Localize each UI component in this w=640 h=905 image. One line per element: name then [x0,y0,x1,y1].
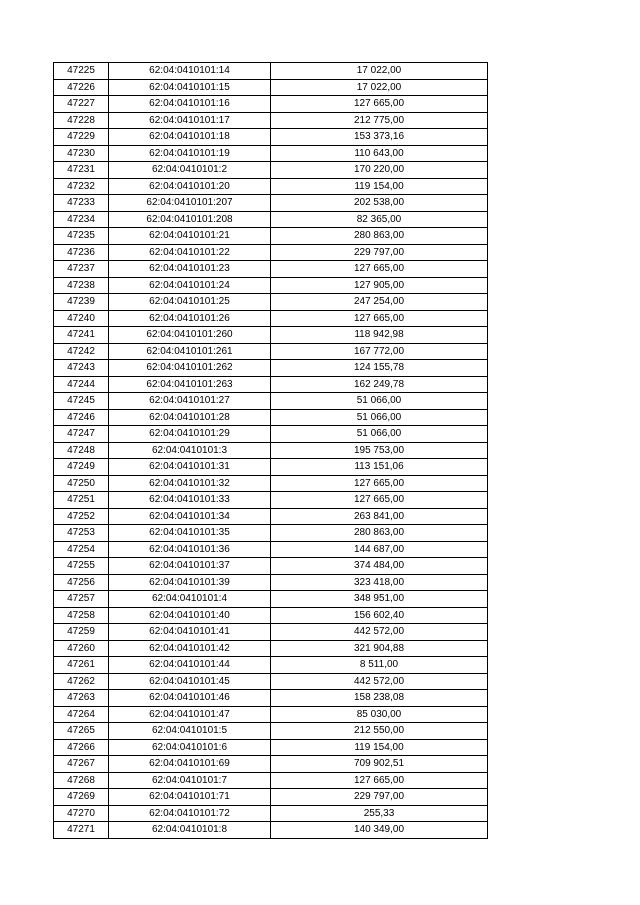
table-row [54,376,488,393]
cadastral-value-table [53,62,488,839]
table-row [54,624,488,641]
cadastral-value-cell: 127 665,00 [271,492,488,509]
table-row [54,508,488,525]
row-number-cell: 47265 [54,723,109,740]
table-row [54,805,488,822]
cadastral-number-cell: 62:04:0410101:27 [109,393,271,410]
cadastral-value-cell: 323 418,00 [271,574,488,591]
table-row [54,822,488,839]
cadastral-number-cell: 62:04:0410101:28 [109,409,271,426]
row-number-cell: 47256 [54,574,109,591]
cadastral-value-cell: 119 154,00 [271,739,488,756]
cadastral-number-cell: 62:04:0410101:5 [109,723,271,740]
row-number-cell: 47258 [54,607,109,624]
cadastral-value-cell: 17 022,00 [271,63,488,80]
table-row [54,591,488,608]
cadastral-value-cell: 8 511,00 [271,657,488,674]
table-row [54,145,488,162]
row-number-cell: 47269 [54,789,109,806]
row-number-cell: 47245 [54,393,109,410]
cadastral-value-cell: 85 030,00 [271,706,488,723]
table-row [54,442,488,459]
table-row [54,756,488,773]
row-number-cell: 47259 [54,624,109,641]
row-number-cell: 47231 [54,162,109,179]
cadastral-value-cell: 195 753,00 [271,442,488,459]
cadastral-value-cell: 127 665,00 [271,772,488,789]
cadastral-number-cell: 62:04:0410101:31 [109,459,271,476]
cadastral-number-cell: 62:04:0410101:24 [109,277,271,294]
row-number-cell: 47255 [54,558,109,575]
table-row [54,360,488,377]
cadastral-value-cell: 280 863,00 [271,525,488,542]
cadastral-number-cell: 62:04:0410101:45 [109,673,271,690]
table-row [54,574,488,591]
table-row [54,541,488,558]
row-number-cell: 47228 [54,112,109,129]
cadastral-value-cell: 127 665,00 [271,310,488,327]
cadastral-value-cell: 442 572,00 [271,673,488,690]
table-row [54,657,488,674]
cadastral-value-cell: 124 155,78 [271,360,488,377]
table-row [54,706,488,723]
row-number-cell: 47267 [54,756,109,773]
cadastral-number-cell: 62:04:0410101:36 [109,541,271,558]
row-number-cell: 47244 [54,376,109,393]
cadastral-value-cell: 82 365,00 [271,211,488,228]
table-row [54,211,488,228]
cadastral-value-cell: 127 665,00 [271,475,488,492]
cadastral-value-cell: 51 066,00 [271,393,488,410]
cadastral-number-cell: 62:04:0410101:32 [109,475,271,492]
row-number-cell: 47247 [54,426,109,443]
row-number-cell: 47261 [54,657,109,674]
cadastral-number-cell: 62:04:0410101:14 [109,63,271,80]
row-number-cell: 47233 [54,195,109,212]
table-row [54,459,488,476]
cadastral-number-cell: 62:04:0410101:3 [109,442,271,459]
row-number-cell: 47242 [54,343,109,360]
table-row [54,690,488,707]
row-number-cell: 47240 [54,310,109,327]
cadastral-value-cell: 229 797,00 [271,244,488,261]
cadastral-number-cell: 62:04:0410101:29 [109,426,271,443]
cadastral-number-cell: 62:04:0410101:6 [109,739,271,756]
table-row [54,772,488,789]
cadastral-value-cell: 167 772,00 [271,343,488,360]
row-number-cell: 47248 [54,442,109,459]
cadastral-value-cell: 162 249,78 [271,376,488,393]
row-number-cell: 47246 [54,409,109,426]
cadastral-number-cell: 62:04:0410101:34 [109,508,271,525]
table-row [54,607,488,624]
table-row [54,96,488,113]
cadastral-number-cell: 62:04:0410101:7 [109,772,271,789]
cadastral-value-cell: 119 154,00 [271,178,488,195]
table-row [54,525,488,542]
table-row [54,393,488,410]
cadastral-number-cell: 62:04:0410101:47 [109,706,271,723]
cadastral-value-cell: 321 904,88 [271,640,488,657]
cadastral-number-cell: 62:04:0410101:262 [109,360,271,377]
table-row [54,409,488,426]
cadastral-number-cell: 62:04:0410101:22 [109,244,271,261]
cadastral-number-cell: 62:04:0410101:2 [109,162,271,179]
row-number-cell: 47271 [54,822,109,839]
table-row [54,673,488,690]
cadastral-number-cell: 62:04:0410101:25 [109,294,271,311]
table-row [54,475,488,492]
row-number-cell: 47270 [54,805,109,822]
cadastral-value-cell: 158 238,08 [271,690,488,707]
cadastral-number-cell: 62:04:0410101:71 [109,789,271,806]
table-row [54,558,488,575]
table-row [54,178,488,195]
cadastral-number-cell: 62:04:0410101:8 [109,822,271,839]
table-row [54,739,488,756]
row-number-cell: 47236 [54,244,109,261]
cadastral-number-cell: 62:04:0410101:44 [109,657,271,674]
cadastral-value-cell: 212 775,00 [271,112,488,129]
table-row [54,327,488,344]
row-number-cell: 47263 [54,690,109,707]
cadastral-value-cell: 348 951,00 [271,591,488,608]
table-row [54,492,488,509]
row-number-cell: 47260 [54,640,109,657]
row-number-cell: 47232 [54,178,109,195]
row-number-cell: 47243 [54,360,109,377]
row-number-cell: 47229 [54,129,109,146]
cadastral-number-cell: 62:04:0410101:21 [109,228,271,245]
row-number-cell: 47249 [54,459,109,476]
cadastral-value-cell: 255,33 [271,805,488,822]
cadastral-number-cell: 62:04:0410101:72 [109,805,271,822]
cadastral-number-cell: 62:04:0410101:17 [109,112,271,129]
table-row [54,343,488,360]
cadastral-value-cell: 110 643,00 [271,145,488,162]
cadastral-value-cell: 127 665,00 [271,261,488,278]
table-row [54,63,488,80]
cadastral-value-cell: 118 942,98 [271,327,488,344]
row-number-cell: 47266 [54,739,109,756]
document-page [53,62,487,839]
table-row [54,228,488,245]
row-number-cell: 47238 [54,277,109,294]
row-number-cell: 47235 [54,228,109,245]
row-number-cell: 47254 [54,541,109,558]
row-number-cell: 47264 [54,706,109,723]
cadastral-value-cell: 113 151,06 [271,459,488,476]
row-number-cell: 47225 [54,63,109,80]
cadastral-number-cell: 62:04:0410101:69 [109,756,271,773]
cadastral-value-cell: 170 220,00 [271,162,488,179]
row-number-cell: 47234 [54,211,109,228]
cadastral-number-cell: 62:04:0410101:23 [109,261,271,278]
row-number-cell: 47253 [54,525,109,542]
cadastral-value-cell: 374 484,00 [271,558,488,575]
row-number-cell: 47237 [54,261,109,278]
row-number-cell: 47239 [54,294,109,311]
table-row [54,129,488,146]
cadastral-number-cell: 62:04:0410101:18 [109,129,271,146]
table-row [54,112,488,129]
table-row [54,195,488,212]
row-number-cell: 47268 [54,772,109,789]
cadastral-number-cell: 62:04:0410101:33 [109,492,271,509]
cadastral-number-cell: 62:04:0410101:19 [109,145,271,162]
cadastral-number-cell: 62:04:0410101:263 [109,376,271,393]
table-row [54,261,488,278]
cadastral-value-cell: 247 254,00 [271,294,488,311]
row-number-cell: 47251 [54,492,109,509]
table-row [54,640,488,657]
cadastral-value-cell: 229 797,00 [271,789,488,806]
table-row [54,277,488,294]
cadastral-number-cell: 62:04:0410101:39 [109,574,271,591]
row-number-cell: 47250 [54,475,109,492]
table-row [54,789,488,806]
cadastral-number-cell: 62:04:0410101:16 [109,96,271,113]
table-row [54,294,488,311]
table-row [54,79,488,96]
cadastral-value-cell: 51 066,00 [271,409,488,426]
row-number-cell: 47226 [54,79,109,96]
row-number-cell: 47252 [54,508,109,525]
cadastral-value-cell: 144 687,00 [271,541,488,558]
table-row [54,162,488,179]
cadastral-number-cell: 62:04:0410101:20 [109,178,271,195]
cadastral-value-cell: 127 905,00 [271,277,488,294]
cadastral-value-cell: 212 550,00 [271,723,488,740]
table-row [54,244,488,261]
cadastral-value-cell: 140 349,00 [271,822,488,839]
cadastral-value-cell: 127 665,00 [271,96,488,113]
cadastral-number-cell: 62:04:0410101:37 [109,558,271,575]
row-number-cell: 47262 [54,673,109,690]
cadastral-value-cell: 442 572,00 [271,624,488,641]
cadastral-value-cell: 51 066,00 [271,426,488,443]
cadastral-number-cell: 62:04:0410101:260 [109,327,271,344]
cadastral-value-cell: 153 373,16 [271,129,488,146]
table-row [54,310,488,327]
cadastral-value-cell: 709 902,51 [271,756,488,773]
cadastral-value-cell: 202 538,00 [271,195,488,212]
cadastral-number-cell: 62:04:0410101:42 [109,640,271,657]
cadastral-value-cell: 263 841,00 [271,508,488,525]
table-row [54,723,488,740]
row-number-cell: 47241 [54,327,109,344]
cadastral-number-cell: 62:04:0410101:35 [109,525,271,542]
row-number-cell: 47227 [54,96,109,113]
cadastral-number-cell: 62:04:0410101:208 [109,211,271,228]
cadastral-number-cell: 62:04:0410101:40 [109,607,271,624]
table-row [54,426,488,443]
cadastral-value-cell: 17 022,00 [271,79,488,96]
cadastral-number-cell: 62:04:0410101:41 [109,624,271,641]
cadastral-number-cell: 62:04:0410101:4 [109,591,271,608]
cadastral-number-cell: 62:04:0410101:261 [109,343,271,360]
cadastral-value-cell: 280 863,00 [271,228,488,245]
row-number-cell: 47230 [54,145,109,162]
cadastral-number-cell: 62:04:0410101:26 [109,310,271,327]
row-number-cell: 47257 [54,591,109,608]
cadastral-value-cell: 156 602,40 [271,607,488,624]
table-body [54,63,488,839]
cadastral-number-cell: 62:04:0410101:15 [109,79,271,96]
cadastral-number-cell: 62:04:0410101:207 [109,195,271,212]
cadastral-number-cell: 62:04:0410101:46 [109,690,271,707]
